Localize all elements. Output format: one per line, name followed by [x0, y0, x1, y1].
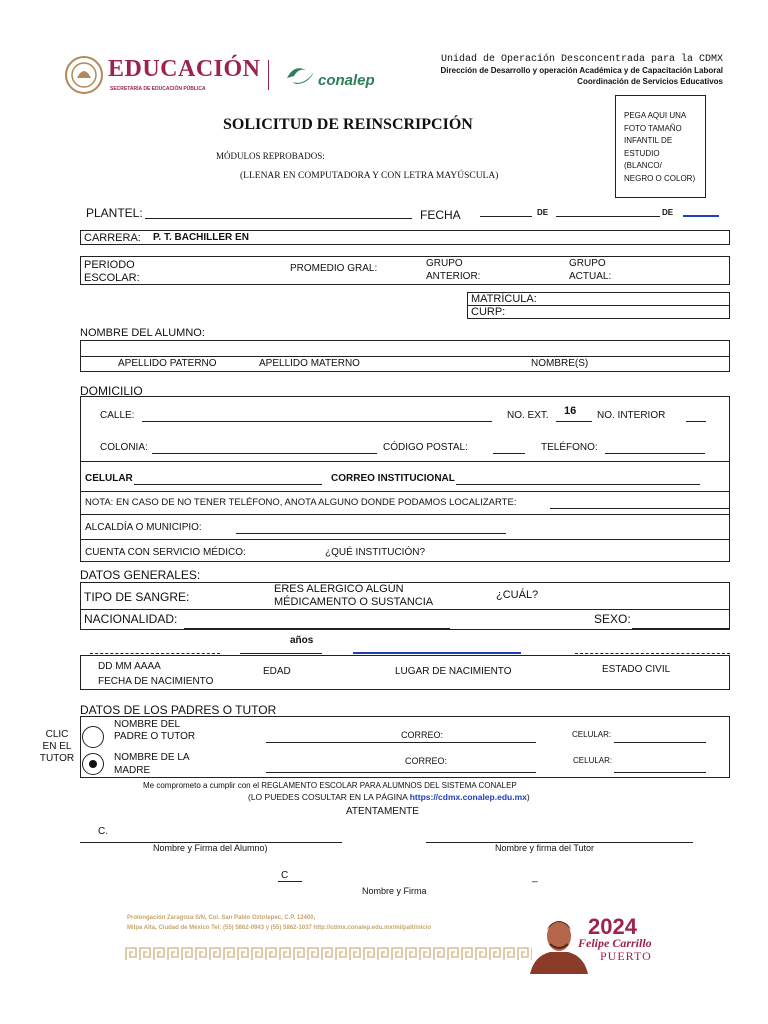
plantel-label: PLANTEL: — [86, 206, 143, 220]
clic-tutor-label: CLIC EN EL TUTOR — [39, 729, 75, 764]
cual-label: ¿CUÁL? — [496, 589, 539, 601]
nombres-label: NOMBRE(S) — [531, 358, 589, 369]
fecha-nacimiento-label: FECHA DE NACIMIENTO — [98, 676, 214, 687]
nombre-alumno-sub — [80, 356, 730, 372]
fecha-year-field[interactable] — [683, 215, 719, 217]
row-divider — [80, 539, 730, 540]
servicio-medico-label: CUENTA CON SERVICIO MÉDICO: — [85, 547, 246, 558]
alcaldia-field[interactable] — [236, 533, 506, 534]
matricula-label: MATRÍCULA: — [471, 293, 537, 305]
radio-selected-dot — [89, 760, 97, 768]
datos-generales-label: DATOS GENERALES: — [80, 568, 201, 582]
grupo-actual-label: GRUPO ACTUAL: — [569, 258, 612, 282]
matricula-box[interactable] — [467, 292, 730, 306]
educacion-logo: EDUCACIÓN — [108, 56, 261, 82]
firma-alumno-label: Nombre y Firma del Alumno) — [153, 843, 268, 853]
colonia-field[interactable] — [152, 453, 377, 454]
fecha-month-field[interactable] — [556, 216, 660, 217]
photo-box-text: PEGA AQUI UNA FOTO TAMAÑO INFANTIL DE ESTUDIO (BLANCO/ NEGRO O COLOR) — [624, 111, 696, 183]
fecha-day-field[interactable] — [480, 216, 532, 217]
cp-field[interactable] — [493, 453, 525, 454]
promedio-label: PROMEDIO GRAL: — [290, 263, 378, 274]
sep-subtitle: SECRETARÍA DE EDUCACIÓN PÚBLICA — [110, 86, 206, 92]
no-ext-value[interactable]: 16 — [564, 405, 577, 417]
no-int-field[interactable] — [686, 421, 706, 422]
sexo-label: SEXO: — [594, 612, 631, 626]
celular-2-label: CELULAR: — [573, 756, 613, 765]
calle-field[interactable] — [142, 421, 492, 422]
consulta-text: (LO PUEDES COSULTAR EN LA PÁGINA https://cdmx.conalep.edu.mx) — [248, 792, 530, 802]
atentamente-label: ATENTAMENTE — [346, 806, 419, 817]
nombre-alumno-input[interactable] — [80, 340, 730, 357]
periodo-label: PERIODO ESCOLAR: — [84, 259, 140, 284]
unit-line-2: Dirección de Desarrollo y operación Académica y de Capacitación Laboral — [440, 66, 723, 75]
carrera-label: CARRERA: — [84, 232, 141, 244]
padre-nombre-field[interactable] — [266, 742, 386, 743]
nota-field[interactable] — [550, 508, 730, 509]
que-institucion-label: ¿QUÉ INSTITUCIÓN? — [325, 547, 426, 558]
correo-1-field[interactable] — [386, 742, 536, 743]
page-title: SOLICITUD DE REINSCRIPCIÓN — [223, 116, 473, 133]
carrera-value[interactable]: P. T. BACHILLER EN — [153, 232, 249, 243]
conalep-link[interactable]: https://cdmx.conalep.edu.mx — [409, 792, 527, 802]
alcaldia-label: ALCALDÍA O MUNICIPIO: — [85, 522, 202, 533]
grupo-anterior-label: GRUPO ANTERIOR: — [426, 258, 481, 282]
fecha-de-2: DE — [662, 208, 674, 217]
felipe-carrillo-name: Felipe Carrillo — [578, 936, 652, 950]
datos-padres-label: DATOS DE LOS PADRES O TUTOR — [80, 703, 277, 717]
celular-label: CELULAR — [85, 473, 133, 484]
nacionalidad-label: NACIONALIDAD: — [84, 612, 178, 626]
telefono-field[interactable] — [605, 453, 705, 454]
dd-mm-aaaa-label: DD MM AAAA — [98, 661, 161, 672]
photo-box — [615, 95, 706, 198]
celular-1-label: CELULAR: — [572, 730, 612, 739]
modules-label: MÓDULOS REPROBADOS: — [216, 151, 325, 161]
correo-1-label: CORREO: — [401, 730, 444, 740]
correo-institucional-field[interactable] — [456, 484, 700, 485]
apellido-materno-label: APELLIDO MATERNO — [259, 358, 360, 369]
footer-address-2: Milpa Alta, Ciudad de México Tel: (55) 5862-0943 y (55) 5862-1037 http://cdmx.conalep.edu.mx/milpalt/inicio — [127, 925, 432, 931]
colonia-label: COLONIA: — [100, 442, 148, 453]
unit-line-3: Coordinación de Servicios Educativos — [577, 77, 723, 86]
puerto-name: PUERTO — [600, 949, 652, 963]
padre-tutor-label: NOMBRE DEL PADRE O TUTOR — [114, 719, 196, 742]
c-prefix-2: C — [281, 870, 289, 881]
lugar-nacimiento-field[interactable] — [353, 652, 521, 654]
sexo-field[interactable] — [632, 628, 730, 629]
carrera-row — [80, 230, 730, 245]
compromiso-text: Me comprometo a cumplir con el REGLAMENTO ESCOLAR PARA ALUMNOS DEL SISTEMA CONALEP — [143, 781, 517, 790]
nombre-firma-label: Nombre y Firma — [362, 886, 427, 896]
footer-pattern — [125, 945, 532, 962]
periodo-row — [80, 256, 730, 285]
lugar-nacimiento-label: LUGAR DE NACIMIENTO — [395, 666, 512, 677]
sep-seal-icon — [64, 52, 104, 98]
conalep-swoosh-icon — [284, 62, 318, 88]
calle-label: CALLE: — [100, 410, 135, 421]
unit-line-1: Unidad de Operación Desconcentrada para la CDMX — [440, 54, 723, 65]
madre-label: NOMBRE DE LA MADRE — [114, 752, 190, 776]
estado-civil-field[interactable] — [575, 653, 730, 654]
nombre-alumno-label: NOMBRE DEL ALUMNO: — [80, 327, 205, 339]
correo-institucional-label: CORREO INSTITUCIONAL — [331, 473, 455, 484]
curp-label: CURP: — [471, 306, 506, 318]
row-divider — [80, 609, 730, 610]
nacionalidad-field[interactable] — [184, 628, 450, 629]
no-ext-label: NO. EXT. — [507, 410, 549, 421]
no-int-label: NO. INTERIOR — [597, 410, 666, 421]
row-divider — [80, 491, 730, 492]
conalep-logo: conalep — [318, 72, 375, 89]
c-prefix-1: C. — [98, 826, 108, 837]
nota-text: NOTA: EN CASO DE NO TENER TELÉFONO, ANOTA ALGUNO DONDE PODAMOS LOCALIZARTE: — [85, 497, 517, 508]
alergico-label: ERES ALERGICO ALGÚN MÉDICAMENTO O SUSTANCIA — [274, 583, 434, 608]
telefono-label: TELÉFONO: — [541, 442, 598, 453]
c-underline — [278, 881, 302, 882]
instructions-text: (LLENAR EN COMPUTADORA Y CON LETRA MAYÚSCULA) — [240, 171, 499, 181]
fecha-label: FECHA — [420, 208, 461, 222]
celular-1-field[interactable] — [614, 742, 706, 743]
tipo-sangre-label: TIPO DE SANGRE: — [84, 590, 190, 604]
madre-nombre-field[interactable] — [266, 772, 386, 773]
plantel-field[interactable] — [145, 218, 412, 219]
row-divider — [80, 514, 730, 515]
logo-divider — [268, 60, 269, 90]
correo-2-label: CORREO: — [405, 756, 448, 766]
footer-address-1: Prolongación Zaragoza S/N, Col. San Pablo Oztotepec, C.P. 12400, — [127, 915, 316, 921]
underscore-mark: _ — [532, 872, 538, 883]
curp-box[interactable] — [467, 305, 730, 319]
estado-civil-label: ESTADO CIVIL — [602, 664, 671, 675]
no-ext-field — [556, 421, 592, 422]
apellido-paterno-label: APELLIDO PATERNO — [118, 358, 217, 369]
domicilio-label: DOMICILIO — [80, 384, 143, 398]
edad-label: EDAD — [263, 666, 291, 677]
celular-field[interactable] — [134, 484, 322, 485]
firma-tutor-label: Nombre y firma del Tutor — [495, 843, 595, 853]
correo-2-field[interactable] — [386, 772, 536, 773]
fecha-nacimiento-field[interactable] — [90, 653, 220, 654]
radio-madre[interactable] — [82, 753, 104, 775]
anos-label: años — [290, 635, 314, 646]
celular-2-field[interactable] — [614, 772, 706, 773]
cp-label: CÓDIGO POSTAL: — [383, 442, 468, 453]
year-logo: 2024 — [588, 914, 637, 939]
radio-padre-tutor[interactable] — [82, 726, 104, 748]
fecha-de-1: DE — [537, 208, 549, 217]
edad-field[interactable] — [240, 653, 322, 654]
